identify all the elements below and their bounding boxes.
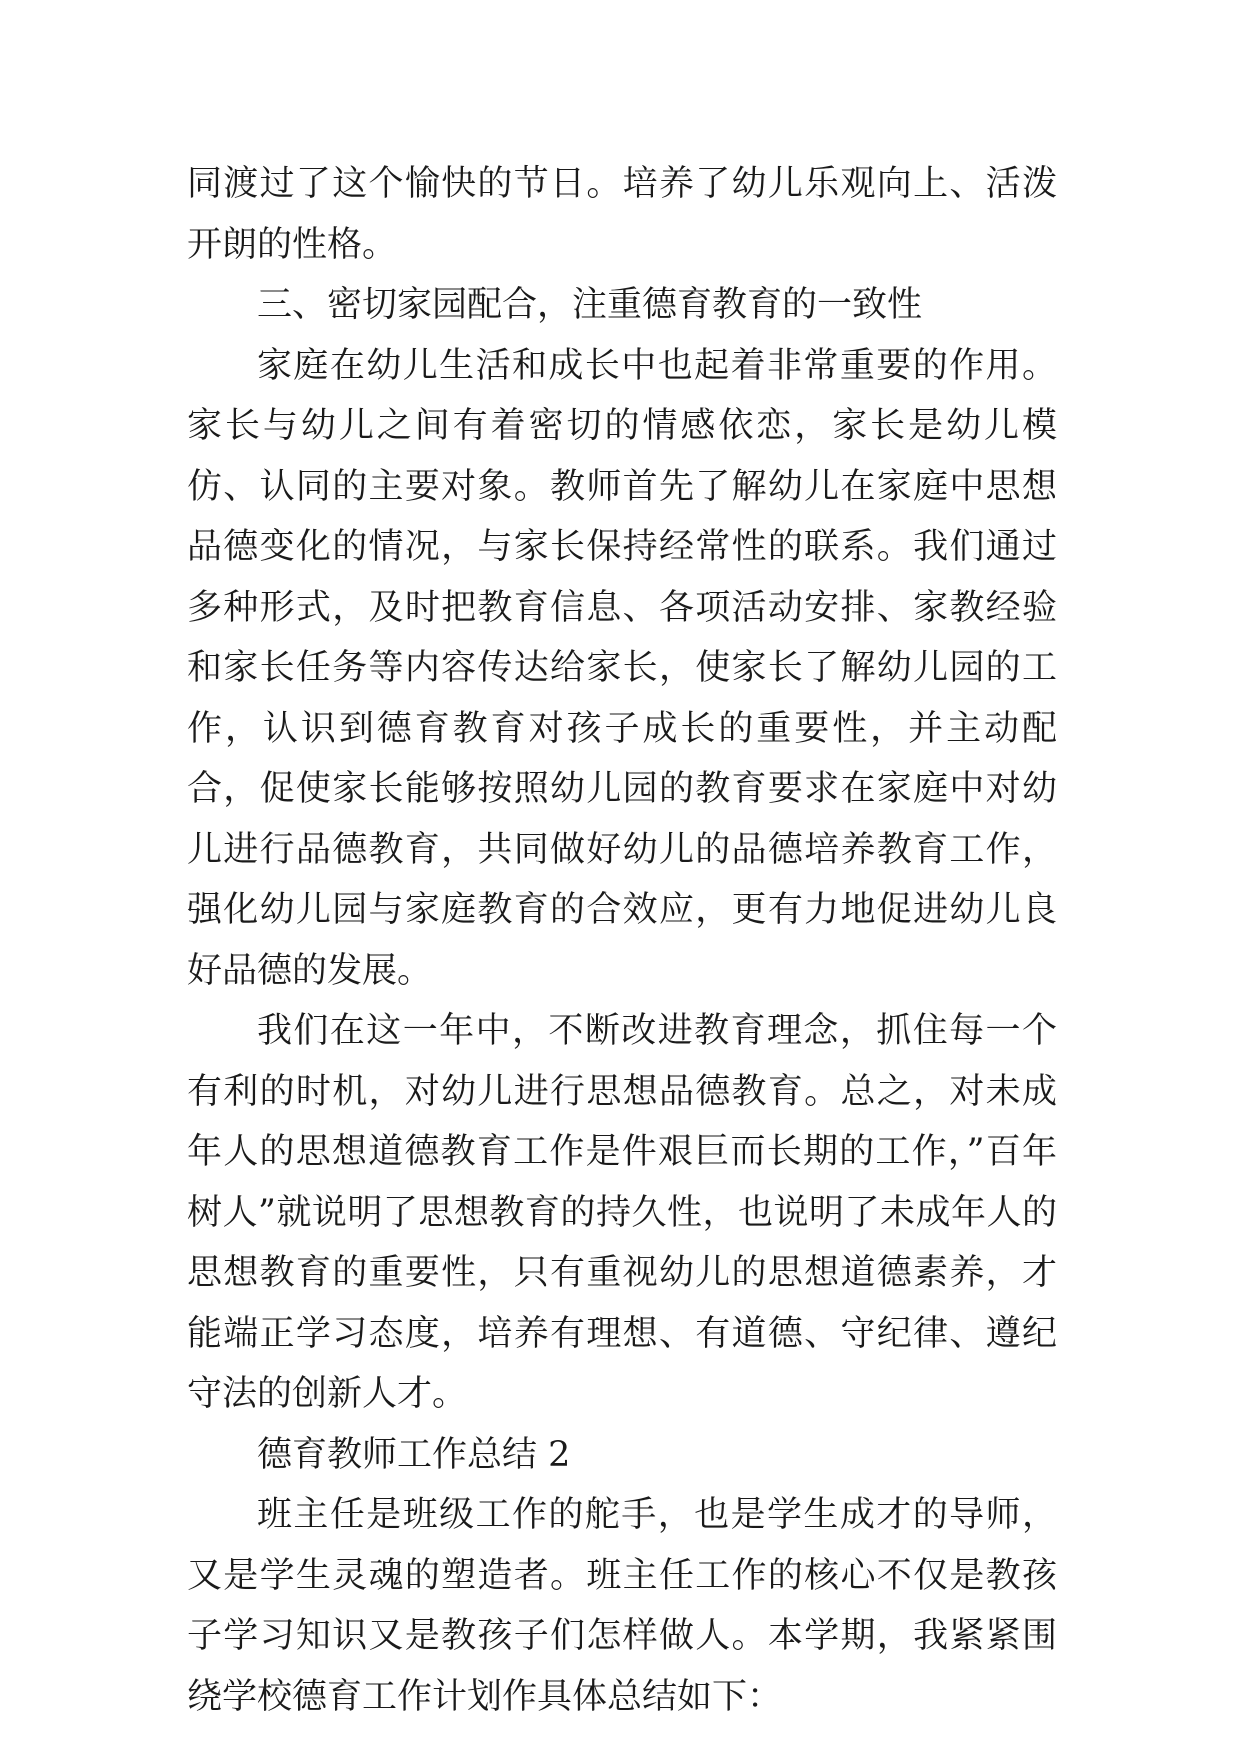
document-subtitle: 德育教师工作总结 2 bbox=[257, 1434, 571, 1475]
section-heading: 三、密切家园配合，注重德育教育的一致性 bbox=[257, 285, 923, 325]
document-body bbox=[187, 154, 1057, 1727]
paragraph: 家庭在幼儿生活和成长中也起着非常重要的作用。家长与幼儿之间有着密切的情感依恋，家长是幼儿模仿、认同的主要对象。教师首先了解幼儿在家庭中思想品德变化的情况，与家长保持经常性的联系。我们通过多种形式，及时把教育信息、各项活动安排、家教经验和家长任务等内容传达给家长，使家长了解幼儿园的工作，认识到德育教育对孩子成长的重要性，并主动配合，促使家长能够按照幼儿园的教育要求在家庭中对幼儿进行品德教育，共同做好幼儿的品德培养教育工作，强化幼儿园与家庭教育的合效应，更有力地促进幼儿良好品德的发展。 bbox=[187, 345, 1057, 991]
paragraph: 班主任是班级工作的舵手，也是学生成才的导师，又是学生灵魂的塑造者。班主任工作的核心不仅是教孩子学习知识又是教孩子们怎样做人。本学期，我紧紧围绕学校德育工作计划作具体总结如下： bbox=[187, 1495, 1057, 1717]
paragraph: 我们在这一年中，不断改进教育理念，抓住每一个有利的时机，对幼儿进行思想品德教育。总之，对未成年人的思想道德教育工作是件艰巨而长期的工作，”百年树人”就说明了思想教育的持久性，也说明了未成年人的思想教育的重要性，只有重视幼儿的思想道德素养，才能端正学习态度，培养有理想、有道德、守纪律、遵纪守法的创新人才。 bbox=[187, 1011, 1057, 1414]
paragraph-continuation: 同渡过了这个愉快的节日。培养了幼儿乐观向上、活泼开朗的性格。 bbox=[187, 164, 1057, 265]
